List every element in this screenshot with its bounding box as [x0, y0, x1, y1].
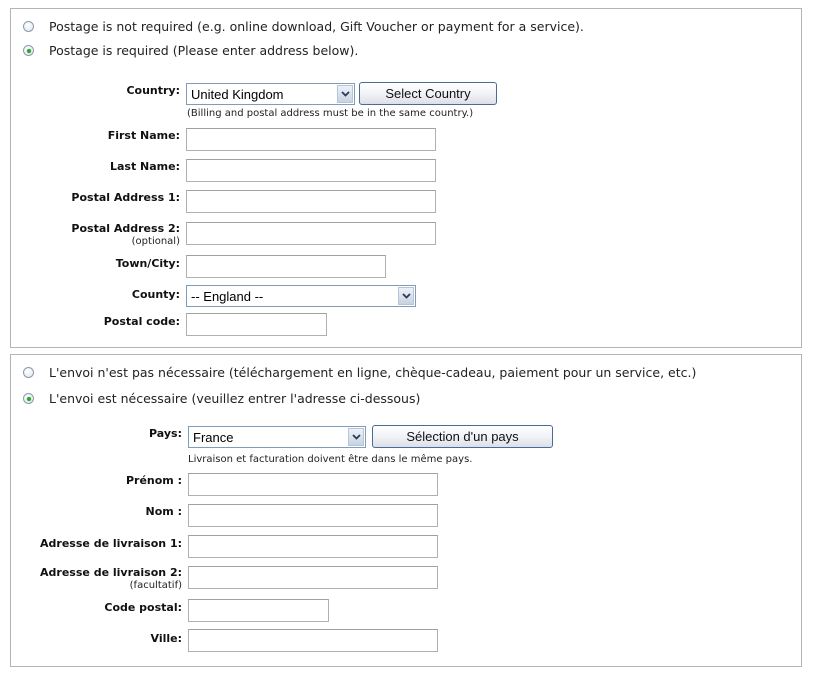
adresse-livraison-2-input[interactable]: [188, 566, 438, 589]
country-note: (Billing and postal address must be in the same country.): [187, 108, 474, 119]
first-name-input[interactable]: [186, 128, 436, 151]
pays-label: Pays:: [149, 427, 182, 440]
option-label: Postage is required (Please enter address below).: [49, 43, 359, 58]
last-name-input[interactable]: [186, 159, 436, 182]
ville-input[interactable]: [188, 629, 438, 652]
pays-select[interactable]: [188, 426, 366, 448]
county-label: County:: [131, 288, 180, 301]
radio-button[interactable]: [23, 367, 34, 378]
pays-note: Livraison et facturation doivent être dans le même pays.: [188, 454, 473, 465]
last-name-label: Last Name:: [109, 160, 180, 173]
nom-label: Nom :: [145, 505, 182, 518]
option-postage-not-required[interactable]: [23, 19, 584, 34]
county-select-value: -- England --: [191, 289, 264, 304]
radio-button[interactable]: [23, 21, 34, 32]
adresse-livraison-2-label: Adresse de livraison 2:: [40, 566, 182, 579]
select-country-button[interactable]: Select Country: [359, 82, 497, 105]
postal-address-1-label: Postal Address 1:: [71, 191, 180, 204]
code-postal-input[interactable]: [188, 599, 329, 622]
prenom-input[interactable]: [188, 473, 438, 496]
nom-input[interactable]: [188, 504, 438, 527]
adresse-livraison-1-input[interactable]: [188, 535, 438, 558]
ville-label: Ville:: [150, 632, 182, 645]
code-postal-label: Code postal:: [104, 601, 182, 614]
radio-button-checked[interactable]: [23, 45, 34, 56]
pays-select-value: France: [193, 430, 234, 445]
chevron-down-icon[interactable]: [398, 287, 414, 305]
county-select[interactable]: [186, 285, 416, 307]
country-label: Country:: [126, 84, 180, 97]
prenom-label: Prénom :: [125, 474, 182, 487]
optional-note: (optional): [131, 236, 180, 247]
chevron-down-icon[interactable]: [348, 428, 364, 446]
option-envoi-non-necessaire[interactable]: [23, 365, 696, 380]
radio-button-checked[interactable]: [23, 393, 34, 404]
option-label: L'envoi n'est pas nécessaire (téléchargement en ligne, chèque-cadeau, paiement pour un service, etc.): [49, 365, 697, 380]
first-name-label: First Name:: [107, 129, 180, 142]
town-city-input[interactable]: [186, 255, 386, 278]
option-envoi-necessaire[interactable]: [23, 391, 420, 406]
postal-code-label: Postal code:: [103, 315, 180, 328]
select-pays-button[interactable]: Sélection d'un pays: [372, 425, 553, 448]
postal-code-input[interactable]: [186, 313, 327, 336]
option-postage-required[interactable]: [23, 43, 358, 58]
option-label: L'envoi est nécessaire (veuillez entrer l'adresse ci-dessous): [49, 391, 421, 406]
country-select-value: United Kingdom: [191, 87, 284, 102]
country-select[interactable]: [186, 83, 355, 105]
option-label: Postage is not required (e.g. online download, Gift Voucher or payment for a service).: [49, 19, 584, 34]
postal-address-2-label: Postal Address 2:: [71, 222, 180, 235]
town-city-label: Town/City:: [115, 257, 180, 270]
chevron-down-icon[interactable]: [337, 85, 353, 103]
postal-address-1-input[interactable]: [186, 190, 436, 213]
facultatif-note: (facultatif): [129, 580, 182, 591]
postal-address-2-input[interactable]: [186, 222, 436, 245]
adresse-livraison-1-label: Adresse de livraison 1:: [40, 537, 182, 550]
